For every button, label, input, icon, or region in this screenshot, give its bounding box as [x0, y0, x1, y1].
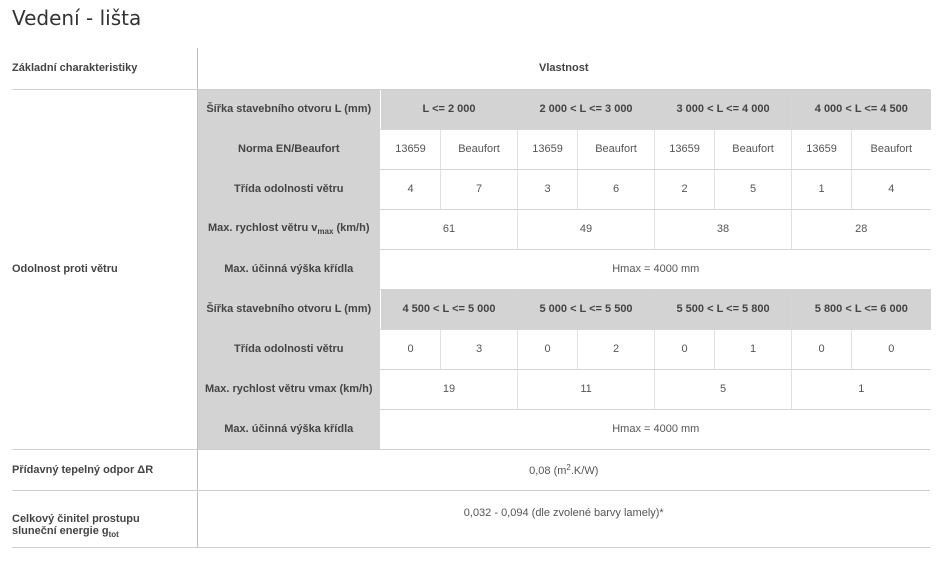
solar-row — [12, 490, 930, 547]
range-cell: 3 000 < L <= 4 000 — [655, 90, 792, 130]
height-label-1: Max. účinná výška křídla — [198, 249, 381, 289]
speed-row-2 — [198, 369, 931, 409]
norm-label: Norma EN/Beaufort — [198, 129, 381, 169]
class-cell: 4 — [852, 169, 931, 209]
class-label-1: Třída odolnosti větru — [198, 169, 381, 209]
solar-value: 0,032 - 0,094 (dle zvolené barvy lamely)* — [197, 490, 930, 547]
class-cell: 0 — [518, 329, 578, 369]
class-cell: 4 — [381, 169, 441, 209]
norm-cell: Beaufort — [852, 129, 931, 169]
class-cell: 5 — [715, 169, 792, 209]
speed-cell: 11 — [518, 369, 655, 409]
width-row-2 — [198, 289, 931, 329]
spec-table — [12, 48, 930, 548]
range-cell: 4 000 < L <= 4 500 — [792, 90, 931, 130]
thermal-row — [12, 449, 930, 490]
range-cell: 5 800 < L <= 6 000 — [792, 289, 931, 329]
wind-table — [198, 90, 931, 449]
width-label-1: Šířka stavebního otvoru L (mm) — [198, 90, 381, 130]
range-cell: L <= 2 000 — [381, 90, 518, 130]
wind-row — [12, 89, 930, 449]
norm-row — [198, 129, 931, 169]
class-cell: 7 — [441, 169, 518, 209]
class-cell: 0 — [655, 329, 715, 369]
height-label-2: Max. účinná výška křídla — [198, 409, 381, 449]
class-cell: 0 — [852, 329, 931, 369]
speed-cell: 38 — [655, 209, 792, 249]
solar-label: Celkový činitel prostupu sluneční energie $g_{tot}$ — [12, 490, 197, 547]
range-cell: 5 500 < L <= 5 800 — [655, 289, 792, 329]
header-row — [12, 48, 930, 89]
range-cell: 5 000 < L <= 5 500 — [518, 289, 655, 329]
class-row-2 — [198, 329, 931, 369]
height-value-1: Hmax = 4000 mm — [381, 249, 931, 289]
wind-matrix — [197, 89, 930, 449]
norm-cell: 13659 — [518, 129, 578, 169]
height-value-2: Hmax = 4000 mm — [612, 423, 700, 435]
height-row-2 — [198, 409, 931, 449]
speed-cell: 28 — [792, 209, 931, 249]
speed-cell: 61 — [381, 209, 518, 249]
height-row-1 — [198, 249, 931, 289]
class-cell: 2 — [578, 329, 655, 369]
speed-cell: 5 — [655, 369, 792, 409]
norm-cell: Beaufort — [578, 129, 655, 169]
range-cell: 4 500 < L <= 5 000 — [381, 289, 518, 329]
norm-cell: 13659 — [381, 129, 441, 169]
class-row-1 — [198, 169, 931, 209]
thermal-value: 0,08 $(m^2.K/W)$ — [197, 449, 930, 490]
class-cell: 0 — [792, 329, 852, 369]
class-label-2: Třída odolnosti větru — [198, 329, 381, 369]
page-title: Vedení - lišta — [12, 6, 142, 30]
range-cell: 2 000 < L <= 3 000 — [518, 90, 655, 130]
speed-label-1: Max. rychlost větru $v_{max}$ (km/h) — [198, 209, 381, 249]
width-row-1 — [198, 90, 931, 130]
speed-label-2: Max. rychlost větru vmax (km/h) — [198, 369, 381, 409]
speed-row-1 — [198, 209, 931, 249]
class-cell: 0 — [381, 329, 441, 369]
norm-cell: Beaufort — [441, 129, 518, 169]
norm-cell: 13659 — [655, 129, 715, 169]
thermal-label: Přídavný tepelný odpor ΔR — [12, 449, 197, 490]
header-characteristics: Základní charakteristiky — [12, 48, 197, 89]
speed-cell: 1 — [792, 369, 931, 409]
wind-label: Odolnost proti větru — [12, 89, 197, 449]
class-cell: 6 — [578, 169, 655, 209]
speed-cell: 19 — [381, 369, 518, 409]
width-label-2: Šířka stavebního otvoru L (mm) — [198, 289, 381, 329]
class-cell: 1 — [715, 329, 792, 369]
speed-cell: 49 — [518, 209, 655, 249]
class-cell: 3 — [441, 329, 518, 369]
norm-cell: Beaufort — [715, 129, 792, 169]
norm-cell: 13659 — [792, 129, 852, 169]
header-property: Vlastnost — [197, 48, 930, 89]
class-cell: 1 — [792, 169, 852, 209]
class-cell: 3 — [518, 169, 578, 209]
class-cell: 2 — [655, 169, 715, 209]
